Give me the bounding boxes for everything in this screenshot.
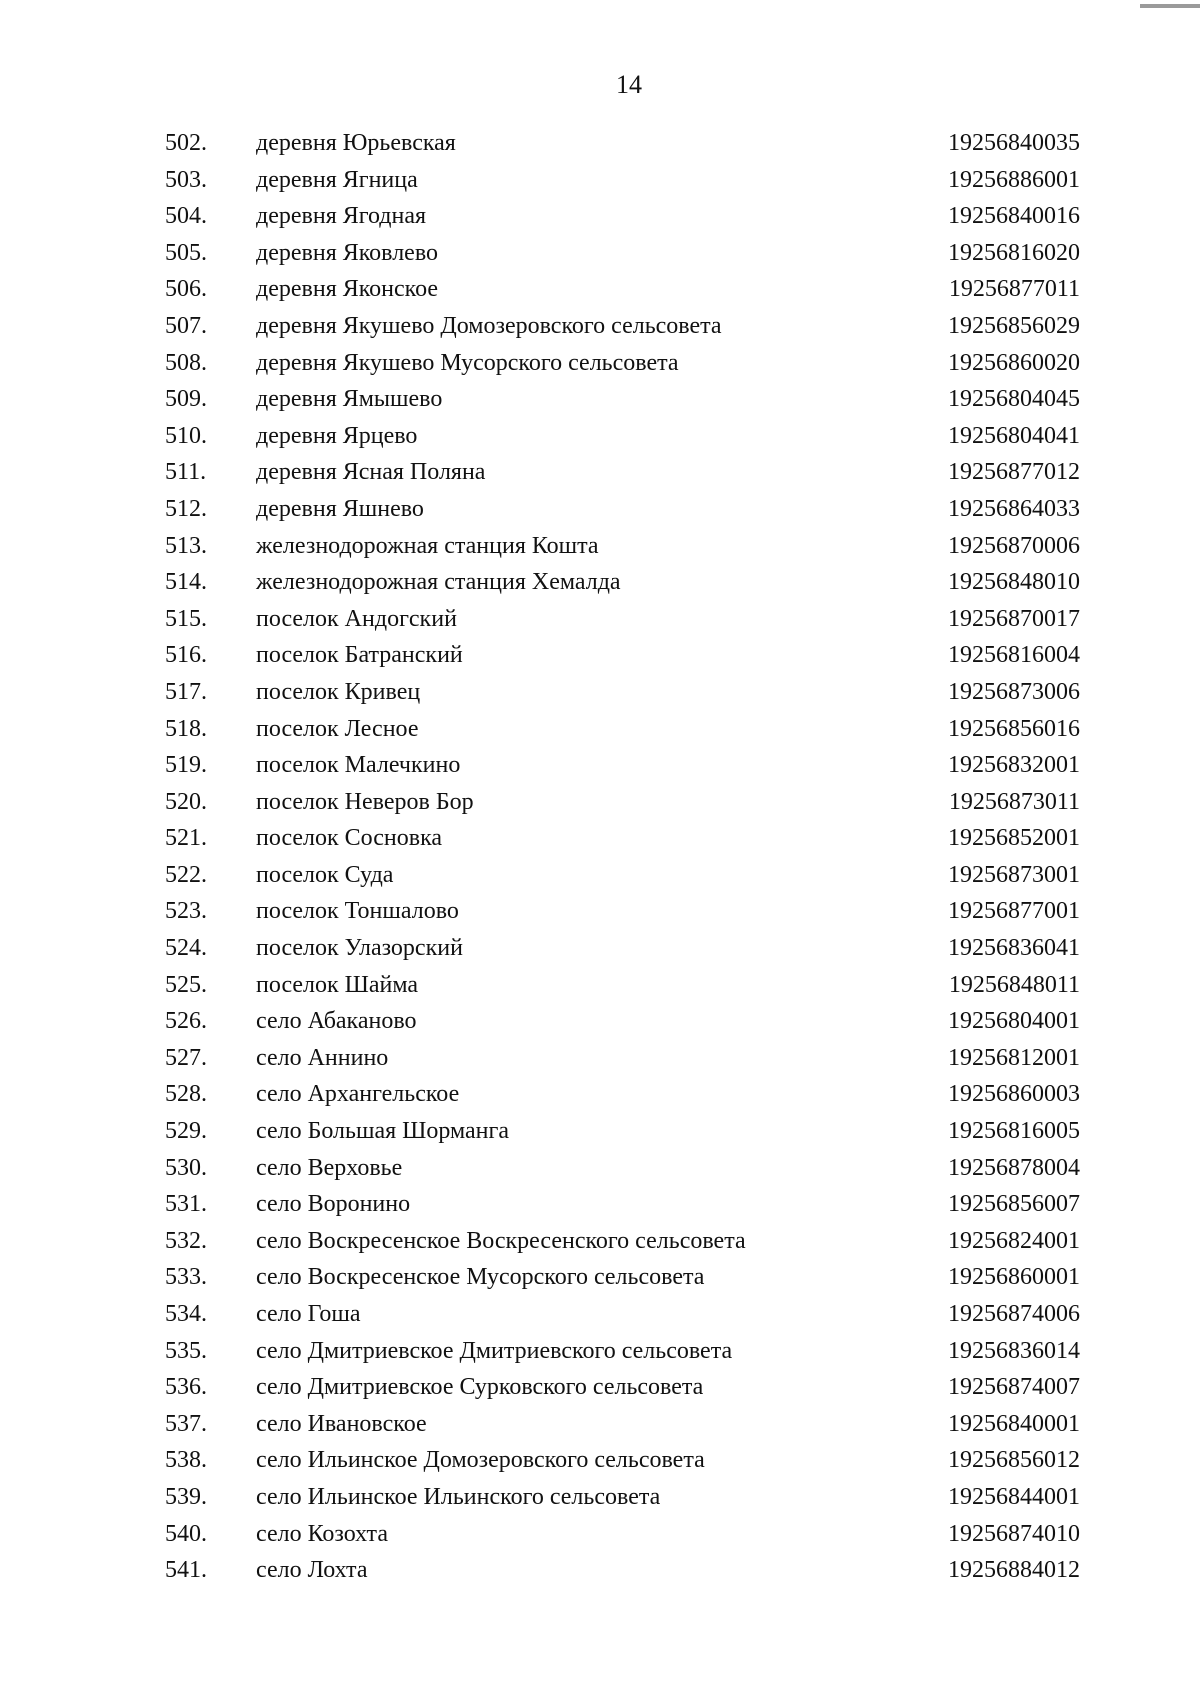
row-number: 533.: [165, 1264, 207, 1291]
settlement-name: железнодорожная станция Хемалда: [256, 569, 621, 596]
list-row: [0, 491, 1200, 528]
oktmo-code: 19256816004: [948, 642, 1080, 669]
row-number: 523.: [165, 898, 207, 925]
row-number: 528.: [165, 1081, 207, 1108]
settlement-name: деревня Якушево Мусорского сельсовета: [256, 349, 679, 376]
oktmo-code: 19256873001: [948, 861, 1080, 888]
row-number: 536.: [165, 1374, 207, 1401]
oktmo-code: 19256864033: [948, 495, 1080, 522]
settlement-name: село Дмитриевское Дмитриевского сельсовета: [256, 1337, 733, 1364]
list-row: [0, 454, 1200, 491]
row-number: 508.: [165, 349, 207, 376]
oktmo-code: 19256873006: [948, 678, 1080, 705]
oktmo-code: 19256816020: [948, 239, 1080, 266]
settlement-name: деревня Ярцево: [256, 422, 418, 449]
settlement-name: поселок Кривец: [256, 678, 421, 705]
oktmo-code: 19256812001: [948, 1044, 1080, 1071]
settlement-name: село Дмитриевское Сурковского сельсовета: [256, 1374, 704, 1401]
oktmo-code: 19256856029: [948, 312, 1080, 339]
oktmo-code: 19256804045: [948, 386, 1080, 413]
settlement-name: деревня Яшнево: [256, 495, 424, 522]
settlement-name: село Воронино: [256, 1191, 411, 1218]
oktmo-code: 19256877012: [948, 459, 1080, 486]
settlement-name: поселок Батранский: [256, 642, 463, 669]
list-row: [0, 1223, 1200, 1260]
oktmo-code: 19256886001: [948, 166, 1080, 193]
list-row: [0, 1040, 1200, 1077]
list-row: [0, 418, 1200, 455]
row-number: 515.: [165, 605, 207, 632]
oktmo-code: 19256856016: [948, 715, 1080, 742]
oktmo-code: 19256856012: [948, 1447, 1080, 1474]
list-row: [0, 1333, 1200, 1370]
oktmo-code: 19256840016: [948, 203, 1080, 230]
row-number: 539.: [165, 1483, 207, 1510]
row-number: 530.: [165, 1154, 207, 1181]
settlement-name: село Верховье: [256, 1154, 403, 1181]
row-number: 522.: [165, 861, 207, 888]
settlement-name: село Гоша: [256, 1301, 361, 1327]
list-row: [0, 198, 1200, 235]
list-row: [0, 1259, 1200, 1296]
list-row: [0, 1369, 1200, 1406]
list-row: [0, 637, 1200, 674]
settlement-name: поселок Лесное: [256, 715, 419, 742]
row-number: 514.: [165, 569, 207, 596]
settlement-name: поселок Сосновка: [256, 825, 443, 852]
oktmo-code: 19256874010: [948, 1520, 1080, 1547]
row-number: 513.: [165, 532, 207, 559]
list-row: [0, 528, 1200, 565]
row-number: 505.: [165, 239, 207, 266]
list-row: [0, 1113, 1200, 1150]
oktmo-code: 19256860003: [948, 1081, 1080, 1108]
row-number: 502.: [165, 130, 207, 156]
row-number: 524.: [165, 935, 207, 962]
row-number: 506.: [165, 276, 207, 303]
settlement-name: село Ильинское Домозеровского сельсовета: [256, 1447, 705, 1474]
list-row: [0, 857, 1200, 894]
row-number: 526.: [165, 1008, 207, 1035]
settlement-name: деревня Якушево Домозеровского сельсовета: [256, 312, 722, 339]
settlement-name: деревня Яконское: [256, 276, 439, 303]
list-row: [0, 930, 1200, 967]
row-number: 535.: [165, 1337, 207, 1364]
list-row: [0, 893, 1200, 930]
oktmo-code: 19256836014: [948, 1337, 1080, 1364]
oktmo-code: 19256873011: [948, 788, 1080, 815]
list-row: [0, 674, 1200, 711]
settlement-name: поселок Тоншалово: [256, 898, 459, 925]
settlement-name: село Ивановское: [256, 1410, 427, 1437]
settlement-name: поселок Суда: [256, 861, 394, 888]
row-number: 520.: [165, 788, 207, 815]
oktmo-code: 19256877001: [948, 898, 1080, 925]
settlement-name: село Архангельское: [256, 1081, 460, 1108]
oktmo-code: 19256884012: [948, 1557, 1080, 1584]
list-row: [0, 381, 1200, 418]
settlement-name: деревня Ясная Поляна: [256, 459, 486, 486]
settlement-name: село Абаканово: [256, 1008, 417, 1035]
settlement-name: деревня Яковлево: [256, 239, 438, 266]
oktmo-code: 19256877011: [948, 276, 1080, 303]
oktmo-code: 19256804001: [948, 1008, 1080, 1035]
list-row: [0, 967, 1200, 1004]
oktmo-code: 19256878004: [948, 1154, 1080, 1181]
settlement-name: железнодорожная станция Кошта: [256, 532, 599, 559]
settlement-name: поселок Неверов Бор: [256, 788, 474, 815]
list-row: [0, 308, 1200, 345]
settlement-list: [0, 125, 1200, 1589]
oktmo-code: 19256848010: [948, 569, 1080, 596]
row-number: 529.: [165, 1118, 207, 1145]
row-number: 521.: [165, 825, 207, 852]
list-row: [0, 271, 1200, 308]
row-number: 503.: [165, 166, 207, 193]
oktmo-code: 19256860001: [948, 1264, 1080, 1291]
settlement-name: село Лохта: [256, 1557, 368, 1584]
row-number: 538.: [165, 1447, 207, 1474]
settlement-name: село Ильинское Ильинского сельсовета: [256, 1483, 661, 1510]
settlement-name: поселок Шайма: [256, 971, 419, 998]
oktmo-code: 19256840001: [948, 1410, 1080, 1437]
settlement-name: село Козохта: [256, 1520, 388, 1547]
list-row: [0, 784, 1200, 821]
oktmo-code: 19256852001: [948, 825, 1080, 852]
list-row: [0, 747, 1200, 784]
row-number: 540.: [165, 1520, 207, 1547]
list-row: [0, 1442, 1200, 1479]
row-number: 507.: [165, 312, 207, 339]
oktmo-code: 19256860020: [948, 349, 1080, 376]
settlement-name: поселок Малечкино: [256, 752, 461, 779]
list-row: [0, 1406, 1200, 1443]
list-row: [0, 235, 1200, 272]
row-number: 518.: [165, 715, 207, 742]
list-row: [0, 711, 1200, 748]
row-number: 537.: [165, 1410, 207, 1437]
list-row: [0, 125, 1200, 162]
scan-edge-mark: [1140, 4, 1200, 8]
row-number: 525.: [165, 971, 207, 998]
row-number: 509.: [165, 386, 207, 413]
oktmo-code: 19256870006: [948, 532, 1080, 559]
row-number: 516.: [165, 642, 207, 669]
list-row: [0, 1186, 1200, 1223]
list-row: [0, 1076, 1200, 1113]
row-number: 527.: [165, 1044, 207, 1071]
list-row: [0, 820, 1200, 857]
row-number: 504.: [165, 203, 207, 230]
list-row: [0, 1479, 1200, 1516]
row-number: 531.: [165, 1191, 207, 1218]
page-number: 14: [616, 70, 642, 99]
oktmo-code: 19256836041: [948, 935, 1080, 962]
row-number: 541.: [165, 1557, 207, 1584]
oktmo-code: 19256816005: [948, 1118, 1080, 1145]
list-row: [0, 601, 1200, 638]
settlement-name: поселок Улазорский: [256, 935, 463, 962]
list-row: [0, 1516, 1200, 1553]
row-number: 512.: [165, 495, 207, 522]
settlement-name: село Воскресенское Мусорского сельсовета: [256, 1264, 705, 1291]
row-number: 534.: [165, 1301, 207, 1327]
list-row: [0, 1552, 1200, 1589]
list-row: [0, 564, 1200, 601]
row-number: 511.: [165, 459, 207, 486]
settlement-name: село Большая Шорманга: [256, 1118, 509, 1145]
row-number: 519.: [165, 752, 207, 779]
settlement-name: поселок Андогский: [256, 605, 457, 632]
settlement-name: деревня Ягодная: [256, 203, 427, 230]
list-row: [0, 345, 1200, 382]
oktmo-code: 19256870017: [948, 605, 1080, 632]
oktmo-code: 19256874007: [948, 1374, 1080, 1401]
oktmo-code: 19256844001: [948, 1483, 1080, 1510]
list-row: [0, 1296, 1200, 1333]
oktmo-code: 19256840035: [948, 130, 1080, 156]
list-row: [0, 1003, 1200, 1040]
settlement-name: село Аннино: [256, 1044, 389, 1071]
list-row: [0, 1150, 1200, 1187]
row-number: 517.: [165, 678, 207, 705]
oktmo-code: 19256856007: [948, 1191, 1080, 1218]
oktmo-code: 19256824001: [948, 1227, 1080, 1254]
oktmo-code: 19256848011: [948, 971, 1080, 998]
oktmo-code: 19256804041: [948, 422, 1080, 449]
list-row: [0, 162, 1200, 199]
settlement-name: деревня Ягница: [256, 166, 418, 193]
settlement-name: деревня Юрьевская: [256, 130, 456, 156]
oktmo-code: 19256874006: [948, 1301, 1080, 1327]
settlement-name: село Воскресенское Воскресенского сельсовета: [256, 1227, 746, 1254]
row-number: 532.: [165, 1227, 207, 1254]
oktmo-code: 19256832001: [948, 752, 1080, 779]
row-number: 510.: [165, 422, 207, 449]
settlement-name: деревня Ямышево: [256, 386, 443, 413]
